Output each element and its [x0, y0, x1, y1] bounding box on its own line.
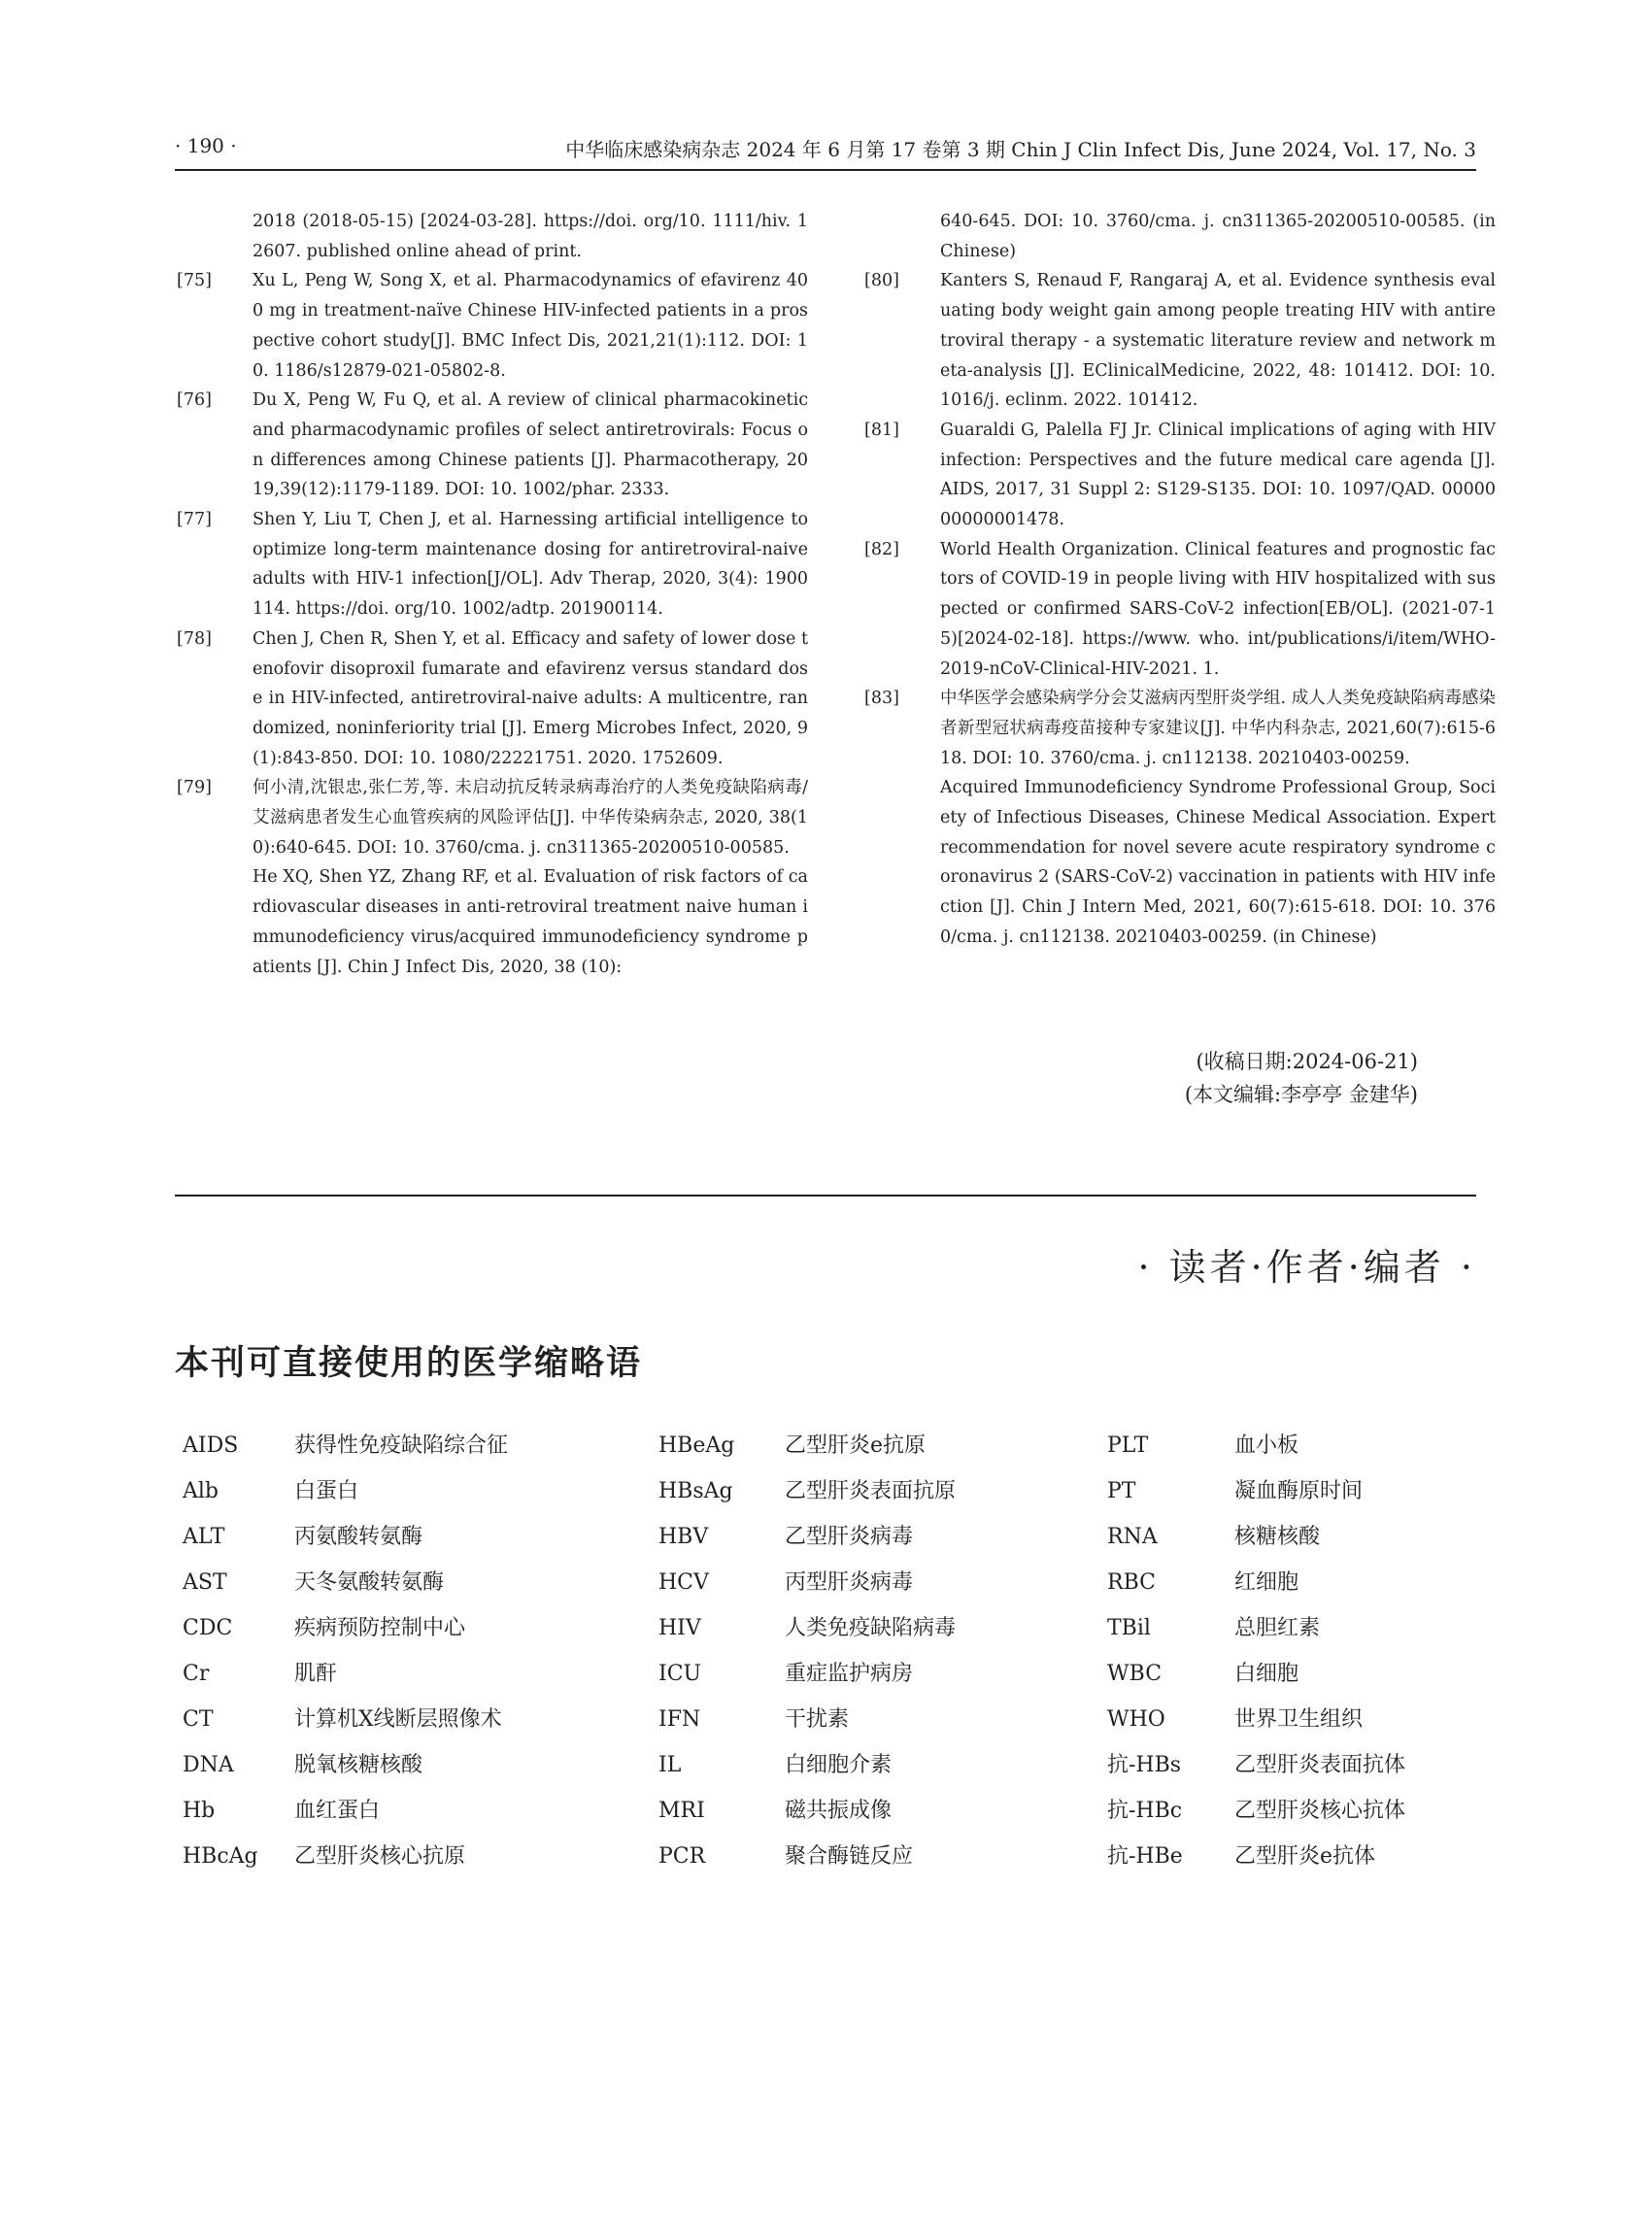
abbreviation-term: Hb	[183, 1799, 216, 1823]
abbreviation-term: 抗-HBc	[1107, 1799, 1183, 1823]
received-date: (收稿日期:2024-06-21)	[1196, 1050, 1418, 1073]
abbreviation-term: CT	[183, 1707, 214, 1732]
abbreviation-term: WHO	[1107, 1707, 1165, 1732]
abbreviation-term: PT	[1107, 1479, 1136, 1503]
abbreviation-term: IFN	[658, 1707, 701, 1732]
reference-number: [76]	[177, 390, 212, 411]
abbreviation-term: DNA	[183, 1753, 234, 1777]
abbreviation-term: IL	[658, 1753, 682, 1777]
abbreviation-term: Alb	[183, 1479, 219, 1503]
abbreviation-meaning: 聚合酶链反应	[785, 1844, 914, 1869]
reference-number: [78]	[177, 628, 212, 649]
abbreviation-meaning: 乙型肝炎e抗体	[1234, 1844, 1376, 1869]
abbreviation-meaning: 计算机X线断层照像术	[294, 1707, 502, 1732]
abbreviation-meaning: 血红蛋白	[294, 1799, 381, 1823]
abbreviation-term: HCV	[658, 1570, 709, 1595]
page-header	[175, 134, 1476, 171]
reference-item	[177, 386, 808, 505]
journal-info: 中华临床感染病杂志 2024 年 6 月第 17 卷第 3 期 Chin J Clin Infect Dis, June 2024, Vol. 17, No. 3	[565, 138, 1476, 161]
abbreviation-term: PLT	[1107, 1433, 1149, 1458]
abbreviation-meaning: 人类免疫缺陷病毒	[785, 1616, 957, 1640]
abbreviation-meaning: 世界卫生组织	[1234, 1707, 1364, 1732]
section-divider	[175, 1195, 1476, 1197]
abbreviation-meaning: 乙型肝炎e抗原	[785, 1433, 927, 1458]
abbreviation-meaning: 白细胞	[1234, 1662, 1299, 1686]
reference-text: World Health Organization. Clinical features and prognostic factors of COVID-19 in people living with HIV hospitalized with suspected or confirmed SARS-CoV-2 infection[EB/OL]. (2021-07-15)[2024-02-18]. https://www. who. int/publications/i/item/WHO-2019-nCoV-Clinical-HIV-2021. 1.	[940, 539, 1496, 679]
abbreviation-term: RNA	[1107, 1525, 1158, 1549]
reference-text: Du X, Peng W, Fu Q, et al. A review of clinical pharmacokinetic and pharmacodynamic profiles of select antiretrovirals: Focus on differences among Chinese patients [J]. Pharmacotherapy, 2019,39(12):1179-1189. DOI: 10. 1002/phar. 2333.	[253, 390, 808, 500]
reference-text: 中华医学会感染病学分会艾滋病丙型肝炎学组. 成人人类免疫缺陷病毒感染者新型冠状病毒疫苗接种专家建议[J]. 中华内科杂志, 2021,60(7):615-618. DOI: 10. 3760/cma. j. cn112138. 20210403-00259.	[940, 689, 1496, 768]
reference-item	[177, 505, 808, 624]
abbreviation-row	[183, 1697, 1484, 1742]
reference-translation: Acquired Immunodeficiency Syndrome Professional Group, Society of Infectious Diseases, Chinese Medical Association. Expert recommendation for novel severe acute respiratory syndrome coronavirus 2 (SARS-CoV-2) vaccination in patients with HIV infection [J]. Chin J Intern Med, 2021, 60(7):615-618. DOI: 10. 3760/cma. j. cn112138. 20210403-00259. (in Chinese)	[940, 778, 1496, 947]
reference-text: 640-645. DOI: 10. 3760/cma. j. cn311365-20200510-00585. (in Chinese)	[940, 212, 1496, 261]
abbreviation-meaning: 核糖核酸	[1234, 1525, 1321, 1549]
reference-item	[864, 416, 1496, 535]
reference-text: Kanters S, Renaud F, Rangaraj A, et al. Evidence synthesis evaluating body weight gain among people treating HIV with antiretroviral therapy - a systematic literature review and network meta-analysis [J]. EClinicalMedicine, 2022, 48: 101412. DOI: 10. 1016/j. eclinm. 2022. 101412.	[940, 271, 1496, 411]
abbreviation-row	[183, 1605, 1484, 1651]
reference-translation: He XQ, Shen YZ, Zhang RF, et al. Evaluation of risk factors of cardiovascular diseases in anti-retroviral treatment naive human immunodeficiency virus/acquired immunodeficiency syndrome patients [J]. Chin J Infect Dis, 2020, 38 (10):	[253, 867, 808, 977]
abbreviation-meaning: 疾病预防控制中心	[294, 1616, 466, 1640]
abbreviation-meaning: 血小板	[1234, 1433, 1299, 1458]
abbreviation-row	[183, 1560, 1484, 1605]
abbreviation-meaning: 白蛋白	[294, 1479, 359, 1503]
abbreviation-term: CDC	[183, 1616, 233, 1640]
reference-text: Shen Y, Liu T, Chen J, et al. Harnessing artificial intelligence to optimize long-term maintenance dosing for antiretroviral-naive adults with HIV-1 infection[J/OL]. Adv Therap, 2020, 3(4): 1900114. https://doi. org/10. 1002/adtp. 201900114.	[253, 510, 808, 620]
abbreviation-meaning: 凝血酶原时间	[1234, 1479, 1364, 1503]
reference-text: Xu L, Peng W, Song X, et al. Pharmacodynamics of efavirenz 400 mg in treatment-naïve Chinese HIV-infected patients in a prospective cohort study[J]. BMC Infect Dis, 2021,21(1):112. DOI: 10. 1186/s12879-021-05802-8.	[253, 271, 808, 381]
editors: (本文编辑:李亭亭 金建华)	[1184, 1083, 1418, 1106]
abbreviation-meaning: 乙型肝炎表面抗体	[1234, 1753, 1406, 1777]
abbreviation-term: HBcAg	[183, 1844, 258, 1869]
abbreviation-row	[183, 1834, 1484, 1879]
abbreviation-meaning: 获得性免疫缺陷综合征	[294, 1433, 509, 1458]
reference-number: [83]	[864, 689, 899, 709]
abbreviation-meaning: 白细胞介素	[785, 1753, 893, 1777]
abbreviation-meaning: 乙型肝炎表面抗原	[785, 1479, 957, 1503]
abbreviation-term: HBV	[658, 1525, 709, 1549]
reference-item	[177, 266, 808, 386]
abbreviation-term: Cr	[183, 1662, 210, 1686]
section-heading: · 读者·作者·编者 ·	[1137, 1246, 1476, 1289]
reference-number: [77]	[177, 510, 212, 530]
abbreviation-meaning: 乙型肝炎病毒	[785, 1525, 914, 1549]
reference-number: [80]	[864, 271, 899, 291]
abbreviation-row	[183, 1468, 1484, 1514]
reference-text: Chen J, Chen R, Shen Y, et al. Efficacy and safety of lower dose tenofovir disoproxil fumarate and efavirenz versus standard dose in HIV-infected, antiretroviral-naive adults: A multicentre, randomized, noninferiority trial [J]. Emerg Microbes Infect, 2020, 9 (1):843-850. DOI: 10. 1080/22221751. 2020. 1752609.	[253, 628, 808, 768]
abbreviation-term: AIDS	[183, 1433, 239, 1458]
references-right-column	[864, 207, 1496, 953]
abbreviation-term: HBsAg	[658, 1479, 733, 1503]
abbreviation-term: PCR	[658, 1844, 706, 1869]
abbreviation-row	[183, 1788, 1484, 1834]
reference-item	[864, 207, 1496, 266]
abbreviation-meaning: 丙氨酸转氨酶	[294, 1525, 423, 1549]
abbreviation-row	[183, 1742, 1484, 1788]
page-number: · 190 ·	[175, 134, 237, 157]
abbreviation-row	[183, 1423, 1484, 1468]
reference-item	[864, 266, 1496, 416]
reference-item	[177, 207, 808, 266]
abbreviation-term: TBil	[1107, 1616, 1151, 1640]
abbreviation-term: 抗-HBs	[1107, 1753, 1182, 1777]
reference-number: [81]	[864, 420, 899, 440]
abbreviation-term: MRI	[658, 1799, 705, 1823]
abbreviation-term: WBC	[1107, 1662, 1163, 1686]
abbreviation-title: 本刊可直接使用的医学缩略语	[175, 1344, 643, 1383]
reference-number: [79]	[177, 778, 212, 798]
abbreviation-term: ICU	[658, 1662, 702, 1686]
abbreviation-term: ALT	[183, 1525, 225, 1549]
abbreviation-meaning: 干扰素	[785, 1707, 850, 1732]
abbreviation-meaning: 红细胞	[1234, 1570, 1299, 1595]
reference-number: [75]	[177, 271, 212, 291]
abbreviation-term: AST	[183, 1570, 227, 1595]
abbreviation-row	[183, 1651, 1484, 1697]
reference-text: 何小清,沈银忠,张仁芳,等. 未启动抗反转录病毒治疗的人类免疫缺陷病毒/艾滋病患者发生心血管疾病的风险评估[J]. 中华传染病杂志, 2020, 38(10):640-645. DOI: 10. 3760/cma. j. cn311365-20200510-00585.	[253, 778, 808, 858]
abbreviation-row	[183, 1514, 1484, 1560]
receipt-info	[864, 1045, 1418, 1111]
abbreviation-term: HIV	[658, 1616, 701, 1640]
abbreviation-meaning: 丙型肝炎病毒	[785, 1570, 914, 1595]
abbreviation-term: 抗-HBe	[1107, 1844, 1183, 1869]
abbreviation-meaning: 天冬氨酸转氨酶	[294, 1570, 445, 1595]
abbreviation-meaning: 肌酐	[294, 1662, 338, 1686]
abbreviation-meaning: 乙型肝炎核心抗原	[294, 1844, 466, 1869]
abbreviation-meaning: 磁共振成像	[785, 1799, 893, 1823]
reference-item	[864, 535, 1496, 685]
abbreviation-meaning: 总胆红素	[1234, 1616, 1321, 1640]
reference-item	[177, 624, 808, 774]
abbreviation-term: HBeAg	[658, 1433, 735, 1458]
abbreviation-term: RBC	[1107, 1570, 1156, 1595]
reference-text: Guaraldi G, Palella FJ Jr. Clinical implications of aging with HIV infection: Perspectives and the future medical care agenda [J]. AIDS, 2017, 31 Suppl 2: S129-S135. DOI: 10. 1097/QAD. 0000000000001478.	[940, 420, 1496, 530]
reference-number: [82]	[864, 539, 899, 559]
references-left-column	[177, 207, 808, 982]
reference-text: 2018 (2018-05-15) [2024-03-28]. https://doi. org/10. 1111/hiv. 12607. published online ahead of print.	[253, 212, 808, 261]
reference-item	[177, 773, 808, 862]
abbreviation-meaning: 脱氧核糖核酸	[294, 1753, 423, 1777]
abbreviation-meaning: 乙型肝炎核心抗体	[1234, 1799, 1406, 1823]
abbreviation-meaning: 重症监护病房	[785, 1662, 914, 1686]
reference-item	[864, 684, 1496, 773]
